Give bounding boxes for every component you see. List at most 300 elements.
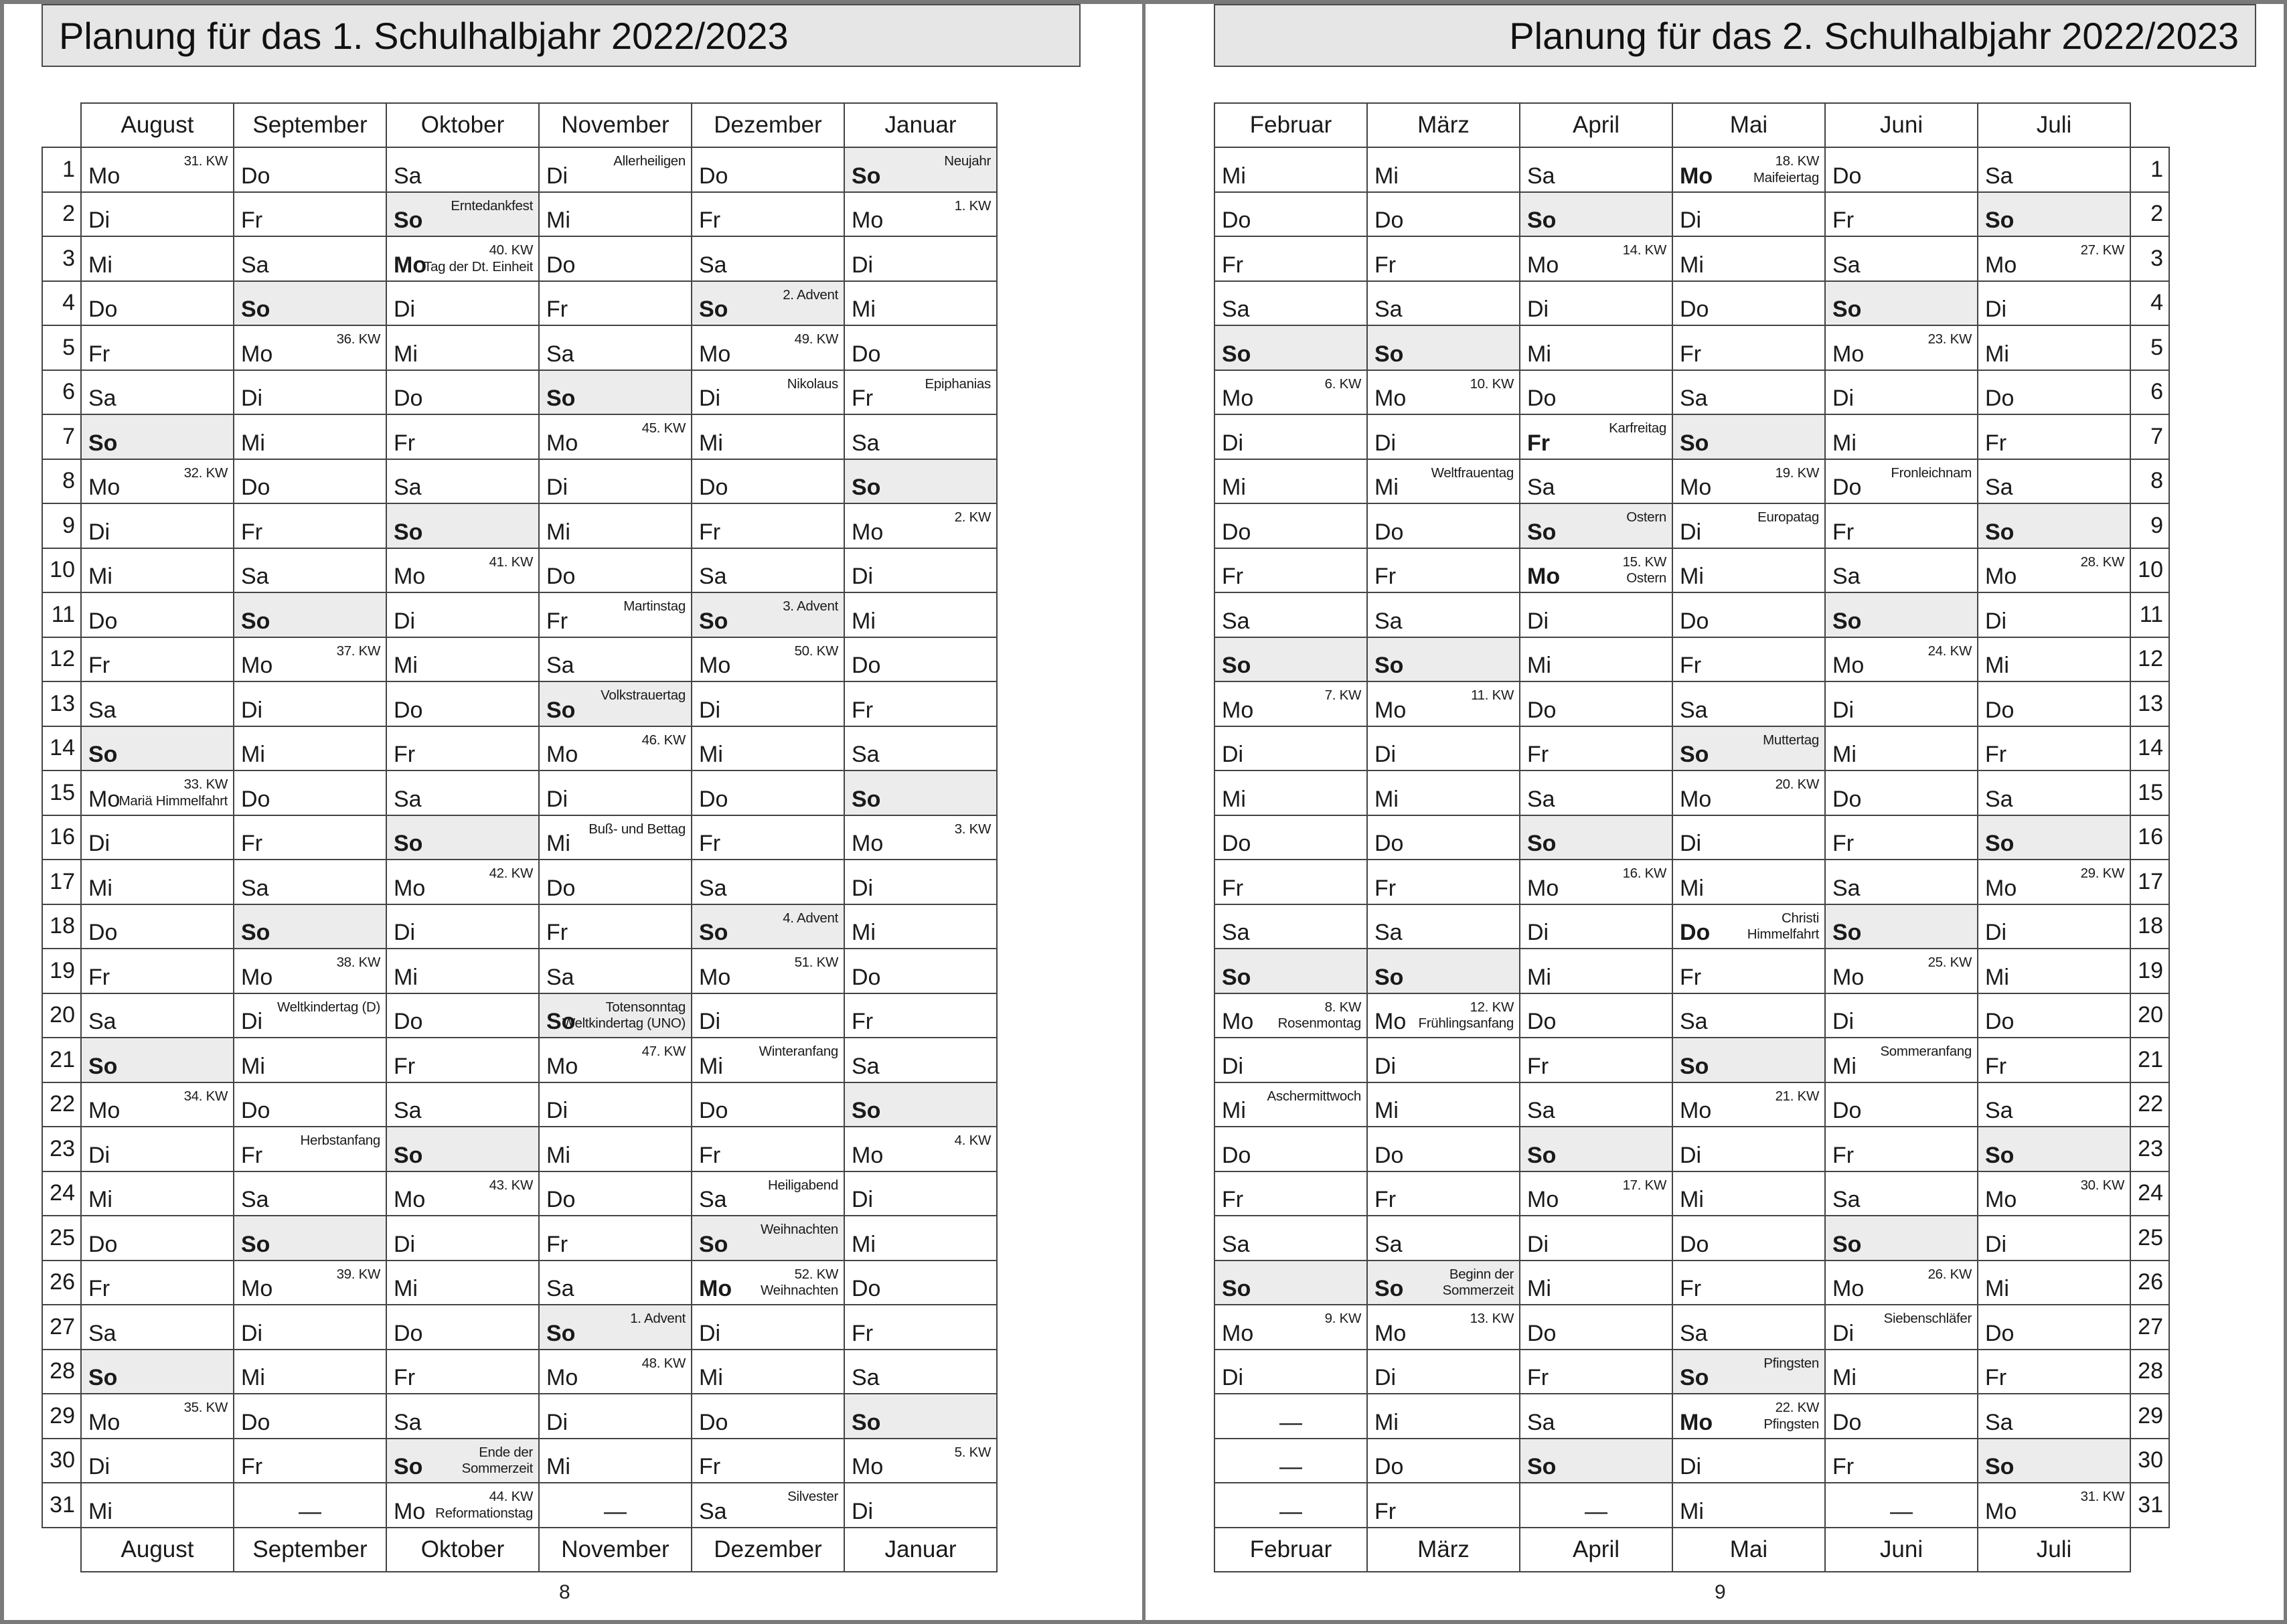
day-cell <box>1214 503 1367 548</box>
weekday-label: So <box>1527 1142 1557 1168</box>
weekday-label: Fr <box>1680 1276 1702 1301</box>
weekday-label: Mi <box>1527 341 1551 367</box>
day-cell <box>1367 147 1520 192</box>
day-number: 28 <box>42 1350 81 1394</box>
day-cell <box>1367 681 1520 726</box>
day-cell <box>1672 1439 1825 1483</box>
day-cell <box>386 147 539 192</box>
day-number: 14 <box>42 726 81 771</box>
month-header: Juni <box>1825 103 1978 147</box>
weekday-label: Di <box>88 831 110 856</box>
day-cell <box>1825 592 1978 637</box>
weekday-label: Di <box>1680 1454 1702 1479</box>
day-cell <box>386 949 539 993</box>
day-cell <box>1672 1305 1825 1350</box>
day-cell <box>1672 414 1825 459</box>
weekday-label: Di <box>1527 1231 1549 1257</box>
day-cell <box>1978 236 2130 281</box>
day-cell <box>1978 1483 2130 1528</box>
weekday-label: Do <box>546 564 576 589</box>
weekday-label: Mi <box>1222 1098 1246 1123</box>
weekday-label: Mi <box>1832 430 1857 456</box>
day-cell <box>844 993 997 1038</box>
day-cell <box>234 1483 386 1528</box>
weekday-label: Sa <box>852 1365 880 1390</box>
weekday-label: Fr <box>241 208 263 233</box>
weekday-label: Do <box>699 1409 728 1435</box>
weekday-label: So <box>1374 1276 1404 1301</box>
day-cell <box>1825 904 1978 949</box>
weekday-label: Sa <box>241 252 269 278</box>
weekday-label: Mo <box>394 875 426 901</box>
day-cell <box>1672 1394 1825 1439</box>
day-cell <box>1367 370 1520 415</box>
day-cell <box>1367 281 1520 326</box>
day-annotation: 11. KW <box>1471 687 1514 703</box>
day-cell <box>81 904 234 949</box>
weekday-label: Fr <box>1222 1187 1244 1212</box>
day-cell <box>234 1261 386 1305</box>
day-cell <box>692 147 844 192</box>
weekday-label: Fr <box>394 1365 416 1390</box>
weekday-label: Di <box>699 1009 721 1034</box>
day-number: 15 <box>42 770 81 815</box>
weekday-label: Sa <box>1374 608 1403 634</box>
day-annotation: Allerheiligen <box>613 153 686 169</box>
weekday-label: Sa <box>394 1409 422 1435</box>
weekday-label: Mi <box>852 608 876 634</box>
day-cell <box>1825 1216 1978 1261</box>
weekday-label: Do <box>394 1009 423 1034</box>
weekday-label: Di <box>852 1187 874 1212</box>
day-cell <box>1978 770 2130 815</box>
weekday-label: Mo <box>852 1454 884 1479</box>
day-cell <box>1367 592 1520 637</box>
weekday-label: Do <box>1222 831 1251 856</box>
day-cell <box>539 681 692 726</box>
day-number: 9 <box>2130 503 2169 548</box>
day-row <box>42 1305 997 1350</box>
weekday-label: Sa <box>1222 297 1250 322</box>
day-cell <box>234 1038 386 1082</box>
day-cell <box>234 1439 386 1483</box>
day-cell <box>844 637 997 682</box>
day-cell <box>539 1350 692 1394</box>
day-number: 25 <box>2130 1216 2169 1261</box>
day-cell <box>234 860 386 904</box>
day-cell <box>1672 1483 1825 1528</box>
weekday-label: Fr <box>241 831 263 856</box>
weekday-label: Di <box>1832 1009 1855 1034</box>
weekday-label: Di <box>1680 519 1702 545</box>
day-cell <box>1825 147 1978 192</box>
day-annotation: 1. KW <box>954 197 991 214</box>
weekday-label: Di <box>241 697 263 723</box>
day-cell <box>539 904 692 949</box>
weekday-label: Fr <box>852 1009 874 1034</box>
day-row <box>42 1350 997 1394</box>
day-cell <box>81 860 234 904</box>
day-row <box>42 325 997 370</box>
day-cell <box>1672 904 1825 949</box>
weekday-label: Sa <box>852 430 880 456</box>
month-header: September <box>234 103 386 147</box>
day-annotation: 41. KW <box>489 554 533 570</box>
weekday-label: So <box>699 1231 728 1257</box>
weekday-label: Fr <box>88 1276 110 1301</box>
day-number: 5 <box>42 325 81 370</box>
day-number: 1 <box>42 147 81 192</box>
weekday-label: Do <box>241 475 270 500</box>
day-cell <box>844 949 997 993</box>
weekday-label: Mi <box>852 297 876 322</box>
day-cell <box>1367 860 1520 904</box>
day-cell <box>234 1350 386 1394</box>
weekday-label: Di <box>852 1498 874 1524</box>
day-cell <box>1978 592 2130 637</box>
day-annotation: 45. KW <box>641 420 686 436</box>
day-cell <box>1520 1082 1672 1127</box>
weekday-label: Do <box>241 163 270 189</box>
weekday-label: Sa <box>1680 1009 1708 1034</box>
weekday-label: Sa <box>1527 1098 1555 1123</box>
day-row <box>42 949 997 993</box>
weekday-label: Mi <box>1832 742 1857 767</box>
day-cell <box>539 1483 692 1528</box>
day-row <box>42 503 997 548</box>
day-number: 31 <box>2130 1483 2169 1528</box>
day-annotation: 5. KW <box>954 1444 991 1460</box>
weekday-label: Fr <box>852 1320 874 1346</box>
weekday-label: Di <box>546 475 568 500</box>
weekday-label: Mi <box>699 1365 723 1390</box>
day-number: 22 <box>2130 1082 2169 1127</box>
weekday-label: Di <box>1680 1142 1702 1168</box>
day-row <box>42 860 997 904</box>
day-number: 5 <box>2130 325 2169 370</box>
day-cell <box>1520 860 1672 904</box>
day-cell <box>1520 325 1672 370</box>
day-cell <box>1978 637 2130 682</box>
day-row <box>1214 281 2169 326</box>
page-title: Planung für das 2. Schulhalbjahr 2022/2023 <box>1214 4 2256 67</box>
day-annotation: 4. KW <box>954 1133 991 1148</box>
weekday-label: So <box>1832 920 1862 945</box>
weekday-label: Mi <box>1680 564 1704 589</box>
weekday-label: Mo <box>241 653 273 678</box>
weekday-label: Do <box>1680 920 1711 945</box>
weekday-label: So <box>394 208 423 233</box>
day-cell <box>1825 1439 1978 1483</box>
weekday-label: Mo <box>699 653 731 678</box>
weekday-label: Di <box>1374 1053 1397 1079</box>
day-cell <box>1825 949 1978 993</box>
day-cell <box>81 1439 234 1483</box>
day-cell <box>234 192 386 237</box>
day-annotation: 37. KW <box>336 643 380 659</box>
day-cell <box>692 459 844 504</box>
weekday-label: Fr <box>546 920 568 945</box>
weekday-label: Do <box>1222 1142 1251 1168</box>
weekday-label: Fr <box>546 297 568 322</box>
weekday-label: Mo <box>394 1187 426 1212</box>
weekday-label: Do <box>394 1320 423 1346</box>
weekday-label: Mi <box>1527 653 1551 678</box>
day-cell <box>1978 325 2130 370</box>
weekday-label: Sa <box>88 1009 116 1034</box>
day-row <box>42 904 997 949</box>
weekday-label: Di <box>1680 831 1702 856</box>
day-cell <box>692 592 844 637</box>
day-cell <box>386 459 539 504</box>
day-cell <box>692 1439 844 1483</box>
day-cell <box>1214 681 1367 726</box>
month-header: Dezember <box>692 103 844 147</box>
day-annotation: Neujahr <box>944 153 991 169</box>
day-number: 29 <box>42 1394 81 1439</box>
day-cell <box>844 281 997 326</box>
weekday-label: Di <box>699 1320 721 1346</box>
day-number: 27 <box>2130 1305 2169 1350</box>
weekday-label: Mo <box>1680 786 1712 812</box>
weekday-label: Do <box>1832 1409 1862 1435</box>
weekday-label: Fr <box>1680 341 1702 367</box>
day-cell <box>386 414 539 459</box>
weekday-label: Mo <box>88 1098 121 1123</box>
weekday-label: Mo <box>546 742 578 767</box>
day-cell <box>386 192 539 237</box>
weekday-label: So <box>1832 608 1862 634</box>
weekday-label: So <box>241 920 270 945</box>
day-row <box>42 1394 997 1439</box>
day-row <box>1214 1305 2169 1350</box>
day-cell <box>386 236 539 281</box>
weekday-label: Mi <box>546 831 570 856</box>
day-cell <box>1214 414 1367 459</box>
day-cell <box>1214 1038 1367 1082</box>
day-cell <box>1214 1171 1367 1216</box>
day-cell <box>1825 1305 1978 1350</box>
weekday-label: So <box>546 697 576 723</box>
day-annotation: 34. KW <box>183 1088 228 1104</box>
day-cell <box>539 993 692 1038</box>
day-number: 18 <box>42 904 81 949</box>
weekday-label: So <box>1374 653 1404 678</box>
weekday-label: Fr <box>88 653 110 678</box>
weekday-label: Mi <box>241 430 265 456</box>
day-cell <box>1978 1439 2130 1483</box>
weekday-label: Mo <box>88 163 121 189</box>
day-cell <box>1367 1261 1520 1305</box>
day-cell <box>81 1127 234 1171</box>
weekday-label: Sa <box>1527 1409 1555 1435</box>
day-cell <box>1520 1350 1672 1394</box>
day-cell <box>1367 726 1520 771</box>
weekday-label: Sa <box>1832 564 1861 589</box>
day-annotation: Christi Himmelfahrt <box>1747 910 1819 943</box>
day-annotation: 3. KW <box>954 821 991 837</box>
weekday-label: Do <box>241 1098 270 1123</box>
day-cell <box>1978 1261 2130 1305</box>
weekday-label: Mo <box>852 519 884 545</box>
day-cell <box>1520 681 1672 726</box>
day-annotation: 46. KW <box>641 732 686 748</box>
day-number: 12 <box>42 637 81 682</box>
weekday-label: Di <box>699 386 721 411</box>
weekday-label: Sa <box>1985 475 2013 500</box>
day-number: 7 <box>2130 414 2169 459</box>
day-cell <box>844 815 997 860</box>
day-cell <box>539 1127 692 1171</box>
weekday-label: Mo <box>1374 386 1407 411</box>
day-cell <box>1367 770 1520 815</box>
day-row <box>42 993 997 1038</box>
weekday-label: Mo <box>699 341 731 367</box>
weekday-label: Sa <box>394 786 422 812</box>
day-cell <box>1672 281 1825 326</box>
weekday-label: Fr <box>699 1454 721 1479</box>
weekday-label: Sa <box>1527 163 1555 189</box>
day-cell <box>1825 1394 1978 1439</box>
weekday-label: Mo <box>1374 1009 1407 1034</box>
day-cell <box>1214 993 1367 1038</box>
weekday-label: Sa <box>1680 1320 1708 1346</box>
day-cell <box>844 503 997 548</box>
day-cell <box>234 592 386 637</box>
day-cell <box>1367 993 1520 1038</box>
month-header: Januar <box>844 103 997 147</box>
day-row <box>42 548 997 593</box>
day-number: 4 <box>2130 281 2169 326</box>
day-cell <box>1367 1483 1520 1528</box>
day-cell <box>1978 503 2130 548</box>
weekday-label: Mo <box>1527 875 1559 901</box>
page-number: 8 <box>559 1581 570 1603</box>
day-row <box>42 414 997 459</box>
day-cell <box>692 681 844 726</box>
day-row <box>1214 459 2169 504</box>
weekday-label: Di <box>88 1454 110 1479</box>
weekday-label: Sa <box>546 964 574 990</box>
weekday-label: Fr <box>1832 1454 1855 1479</box>
weekday-label: Do <box>88 1231 118 1257</box>
weekday-label: Mi <box>241 1365 265 1390</box>
weekday-label: Fr <box>241 1454 263 1479</box>
weekday-label: Fr <box>546 1231 568 1257</box>
day-number: 3 <box>42 236 81 281</box>
day-cell <box>81 459 234 504</box>
weekday-label: Do <box>852 341 881 367</box>
day-annotation: 31. KW <box>2080 1489 2124 1504</box>
weekday-label: So <box>1680 1365 1709 1390</box>
day-annotation: 21. KW <box>1775 1088 1819 1104</box>
day-cell <box>539 860 692 904</box>
weekday-label: Do <box>1985 1320 2015 1346</box>
weekday-label: So <box>1985 519 2015 545</box>
day-number: 21 <box>2130 1038 2169 1082</box>
weekday-label: Sa <box>1222 920 1250 945</box>
day-cell <box>1214 904 1367 949</box>
day-annotation: Weihnachten <box>761 1222 838 1237</box>
day-cell <box>386 726 539 771</box>
day-cell <box>386 1261 539 1305</box>
day-cell <box>1672 325 1825 370</box>
day-cell <box>1672 1261 1825 1305</box>
day-number: 13 <box>2130 681 2169 726</box>
day-number: 7 <box>42 414 81 459</box>
day-annotation: 4. Advent <box>783 910 838 926</box>
weekday-label: Mo <box>1680 1098 1712 1123</box>
day-annotation: Ende der Sommerzeit <box>461 1444 533 1477</box>
weekday-label: Sa <box>394 475 422 500</box>
weekday-label: Mi <box>1222 475 1246 500</box>
weekday-label: Sa <box>394 1098 422 1123</box>
day-annotation: 10. KW <box>1470 376 1514 392</box>
day-cell <box>1672 860 1825 904</box>
weekday-label: Do <box>1527 697 1557 723</box>
day-cell <box>1672 370 1825 415</box>
weekday-label: So <box>1680 430 1709 456</box>
day-cell <box>81 1261 234 1305</box>
day-cell <box>1825 1350 1978 1394</box>
weekday-label: Mi <box>1374 786 1399 812</box>
day-cell <box>844 1305 997 1350</box>
day-cell <box>539 1038 692 1082</box>
day-cell <box>1672 1127 1825 1171</box>
day-cell <box>81 949 234 993</box>
weekday-label: So <box>1222 341 1251 367</box>
day-cell <box>386 637 539 682</box>
day-cell <box>1367 503 1520 548</box>
weekday-label: Mi <box>241 742 265 767</box>
weekday-label: Do <box>1374 831 1404 856</box>
day-cell <box>1520 1127 1672 1171</box>
weekday-label: Fr <box>1527 430 1550 456</box>
day-cell <box>1978 548 2130 593</box>
weekday-label: Mo <box>1832 964 1865 990</box>
day-cell <box>539 1261 692 1305</box>
weekday-label: Mo <box>1374 1320 1407 1346</box>
day-cell <box>1672 770 1825 815</box>
day-cell <box>1672 949 1825 993</box>
day-cell <box>692 281 844 326</box>
day-number: 21 <box>42 1038 81 1082</box>
day-annotation: 24. KW <box>1927 643 1972 659</box>
weekday-label: Fr <box>1374 1187 1397 1212</box>
day-cell <box>692 1038 844 1082</box>
weekday-label: Mo <box>394 564 426 589</box>
day-row <box>1214 1261 2169 1305</box>
day-cell <box>1367 904 1520 949</box>
weekday-label: Di <box>88 519 110 545</box>
weekday-label: Mi <box>546 1142 570 1168</box>
day-cell <box>844 1394 997 1439</box>
day-cell <box>81 1350 234 1394</box>
month-header: März <box>1367 103 1520 147</box>
weekday-label: Sa <box>1222 1231 1250 1257</box>
weekday-label: Mi <box>1374 163 1399 189</box>
weekday-label: Sa <box>88 697 116 723</box>
day-cell <box>692 325 844 370</box>
day-cell <box>1214 1216 1367 1261</box>
weekday-label: Fr <box>1985 430 2007 456</box>
weekday-label: So <box>1985 1454 2015 1479</box>
day-cell <box>234 414 386 459</box>
weekday-label: Mi <box>1680 252 1704 278</box>
day-row <box>42 815 997 860</box>
weekday-label: Do <box>1680 608 1709 634</box>
day-annotation: Volkstrauertag <box>601 687 686 703</box>
